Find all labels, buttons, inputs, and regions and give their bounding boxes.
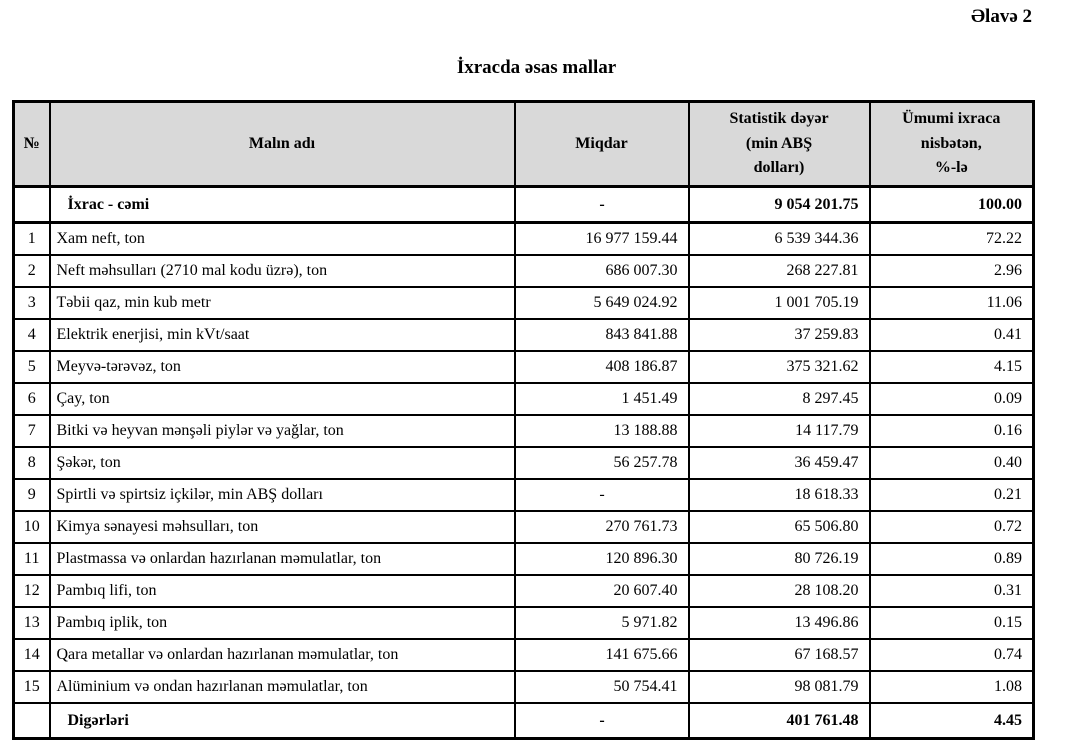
value-cell: 65 506.80 xyxy=(689,511,870,543)
item-name-cell: Kimya sənayesi məhsulları, ton xyxy=(50,511,515,543)
item-name-cell: Xam neft, ton xyxy=(50,223,515,256)
row-number-cell: 7 xyxy=(14,415,50,447)
quantity-cell: 5 971.82 xyxy=(515,607,689,639)
value-cell: 67 168.57 xyxy=(689,639,870,671)
quantity-cell: - xyxy=(515,187,689,223)
share-cell: 100.00 xyxy=(870,187,1034,223)
row-number-cell: 5 xyxy=(14,351,50,383)
table-row xyxy=(14,319,1034,351)
header-share xyxy=(870,102,1034,187)
quantity-cell: 141 675.66 xyxy=(515,639,689,671)
item-name-cell: Pambıq lifi, ton xyxy=(50,575,515,607)
item-name-cell: Neft məhsulları (2710 mal kodu üzrə), ton xyxy=(50,255,515,287)
value-cell: 268 227.81 xyxy=(689,255,870,287)
quantity-cell: 408 186.87 xyxy=(515,351,689,383)
share-cell: 0.21 xyxy=(870,479,1034,511)
item-name-cell: Şəkər, ton xyxy=(50,447,515,479)
share-cell: 0.31 xyxy=(870,575,1034,607)
value-cell: 13 496.86 xyxy=(689,607,870,639)
header-value xyxy=(689,102,870,187)
share-cell: 0.09 xyxy=(870,383,1034,415)
header-no: № xyxy=(14,102,50,187)
header-share-line: Ümumi ixraca xyxy=(902,109,1001,127)
header-share-line: nisbətən, xyxy=(920,134,982,152)
value-cell: 8 297.45 xyxy=(689,383,870,415)
table-row xyxy=(14,511,1034,543)
quantity-cell: 5 649 024.92 xyxy=(515,287,689,319)
value-cell: 28 108.20 xyxy=(689,575,870,607)
header-quantity: Miqdar xyxy=(515,102,689,187)
table-row xyxy=(14,415,1034,447)
quantity-cell: 16 977 159.44 xyxy=(515,223,689,256)
quantity-cell: - xyxy=(515,703,689,739)
quantity-cell: - xyxy=(515,479,689,511)
value-cell: 37 259.83 xyxy=(689,319,870,351)
row-number-cell: 2 xyxy=(14,255,50,287)
row-number-cell: 3 xyxy=(14,287,50,319)
row-number-cell xyxy=(14,187,50,223)
share-cell: 0.41 xyxy=(870,319,1034,351)
item-name-cell: Qara metallar və onlardan hazırlanan məmulatlar, ton xyxy=(50,639,515,671)
row-number-cell: 9 xyxy=(14,479,50,511)
value-cell: 6 539 344.36 xyxy=(689,223,870,256)
value-cell: 401 761.48 xyxy=(689,703,870,739)
quantity-cell: 20 607.40 xyxy=(515,575,689,607)
quantity-cell: 13 188.88 xyxy=(515,415,689,447)
row-number-cell: 14 xyxy=(14,639,50,671)
footer-row xyxy=(14,703,1034,739)
item-name-cell: Bitki və heyvan mənşəli piylər və yağlar, ton xyxy=(50,415,515,447)
header-row xyxy=(14,102,1034,187)
page-title: İxracda əsas mallar xyxy=(456,57,617,78)
share-cell: 0.15 xyxy=(870,607,1034,639)
item-name-cell: Pambıq iplik, ton xyxy=(50,607,515,639)
table-row xyxy=(14,383,1034,415)
table-row xyxy=(14,447,1034,479)
value-cell: 14 117.79 xyxy=(689,415,870,447)
row-number-cell: 8 xyxy=(14,447,50,479)
row-number-cell: 1 xyxy=(14,223,50,256)
value-cell: 98 081.79 xyxy=(689,671,870,703)
value-cell: 1 001 705.19 xyxy=(689,287,870,319)
share-cell: 4.45 xyxy=(870,703,1034,739)
table-row xyxy=(14,351,1034,383)
row-number-cell: 12 xyxy=(14,575,50,607)
item-name-cell: Çay, ton xyxy=(50,383,515,415)
row-number-cell: 11 xyxy=(14,543,50,575)
item-name-cell: Meyvə-tərəvəz, ton xyxy=(50,351,515,383)
row-number-cell: 6 xyxy=(14,383,50,415)
value-cell: 80 726.19 xyxy=(689,543,870,575)
item-name-cell: Plastmassa və onlardan hazırlanan məmulatlar, ton xyxy=(50,543,515,575)
quantity-cell: 843 841.88 xyxy=(515,319,689,351)
share-cell: 2.96 xyxy=(870,255,1034,287)
value-cell: 18 618.33 xyxy=(689,479,870,511)
header-share-line: %-lə xyxy=(934,159,968,177)
item-name-cell: Spirtli və spirtsiz içkilər, min ABŞ dolları xyxy=(50,479,515,511)
row-number-cell: 13 xyxy=(14,607,50,639)
quantity-cell: 270 761.73 xyxy=(515,511,689,543)
quantity-cell: 686 007.30 xyxy=(515,255,689,287)
header-value-line: dolları) xyxy=(753,159,805,177)
share-cell: 0.74 xyxy=(870,639,1034,671)
table-row xyxy=(14,639,1034,671)
share-cell: 1.08 xyxy=(870,671,1034,703)
quantity-cell: 50 754.41 xyxy=(515,671,689,703)
item-name-cell: Digərləri xyxy=(50,703,515,739)
table-row xyxy=(14,575,1034,607)
item-name-cell: İxrac - cəmi xyxy=(50,187,515,223)
value-cell: 375 321.62 xyxy=(689,351,870,383)
table-row xyxy=(14,607,1034,639)
table-row xyxy=(14,543,1034,575)
share-cell: 72.22 xyxy=(870,223,1034,256)
share-cell: 4.15 xyxy=(870,351,1034,383)
quantity-cell: 56 257.78 xyxy=(515,447,689,479)
table-row xyxy=(14,223,1034,256)
table-row xyxy=(14,671,1034,703)
table-row xyxy=(14,255,1034,287)
exports-table xyxy=(12,100,1035,740)
row-number-cell: 10 xyxy=(14,511,50,543)
share-cell: 11.06 xyxy=(870,287,1034,319)
row-number-cell: 4 xyxy=(14,319,50,351)
item-name-cell: Alüminium və ondan hazırlanan məmulatlar, ton xyxy=(50,671,515,703)
share-cell: 0.72 xyxy=(870,511,1034,543)
header-value-line: Statistik dəyər xyxy=(729,109,829,127)
summary-row xyxy=(14,187,1034,223)
table-row xyxy=(14,479,1034,511)
value-cell: 9 054 201.75 xyxy=(689,187,870,223)
share-cell: 0.16 xyxy=(870,415,1034,447)
quantity-cell: 1 451.49 xyxy=(515,383,689,415)
row-number-cell xyxy=(14,703,50,739)
table-row xyxy=(14,287,1034,319)
quantity-cell: 120 896.30 xyxy=(515,543,689,575)
item-name-cell: Təbii qaz, min kub metr xyxy=(50,287,515,319)
share-cell: 0.89 xyxy=(870,543,1034,575)
header-name: Malın adı xyxy=(50,102,515,187)
row-number-cell: 15 xyxy=(14,671,50,703)
item-name-cell: Elektrik enerjisi, min kVt/saat xyxy=(50,319,515,351)
annex-label: Əlavə 2 xyxy=(971,6,1032,27)
header-value-line: (min ABŞ xyxy=(745,134,813,152)
value-cell: 36 459.47 xyxy=(689,447,870,479)
share-cell: 0.40 xyxy=(870,447,1034,479)
